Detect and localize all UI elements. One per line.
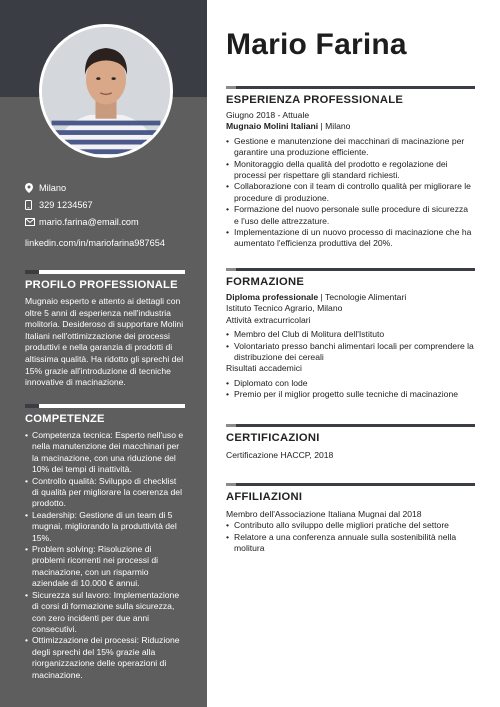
skills-list — [25, 430, 185, 681]
location-pin-icon — [25, 183, 39, 193]
skill-item: • Sicurezza sul lavoro: Implementazione di corsi di formazione sulla sicurezza, con zero incidenti per due anni consecutivi. — [25, 590, 185, 636]
contact-phone — [25, 196, 197, 213]
experience-item: • Monitoraggio della qualità del prodotto e regolazione dei processi per rispettare gli standard richiesti. — [226, 159, 475, 182]
certifications-title: CERTIFICAZIONI — [226, 432, 320, 444]
certifications-divider — [226, 424, 475, 427]
education-school: Istituto Tecnico Agrario, Milano — [226, 303, 343, 314]
phone-icon — [25, 200, 39, 210]
skills-title: COMPETENZE — [25, 413, 105, 425]
profile-text: Mugnaio esperto e attento ai dettagli con oltre 5 anni di esperienza nell'industria molitoria. Desideroso di supportare Molini Italiani nell'ottimizzazione dei processi produttivi e nella garanzia di prodotti di altissima qualità. Ha ridotto gli sprechi del 15% grazie all'introduzione di tecniche innovative di macinazione. — [25, 296, 184, 388]
profile-section — [25, 270, 185, 389]
contact-city — [25, 179, 197, 196]
affiliations-list — [226, 520, 475, 554]
contact-email — [25, 213, 197, 230]
skill-item: • Leadership: Gestione di un team di 5 mugnai, migliorando la produttività del 15%. — [25, 510, 185, 544]
education-activities-label: Attività extracurricolari — [226, 314, 311, 325]
skill-item: • Problem solving: Risoluzione di problemi ricorrenti nei processi di macinazione, con un risparmio aziendale di 10.000 € annui. — [25, 544, 185, 590]
skill-item: • Controllo qualità: Sviluppo di checklist di qualità per migliorare la coerenza del prodotto. — [25, 476, 185, 510]
contact-info — [25, 179, 197, 251]
certifications-section — [226, 424, 475, 461]
contact-linkedin — [25, 234, 197, 251]
affiliations-text: Membro dell'Associazione Italiana Mugnai dal 2018 — [226, 509, 422, 519]
education-field: | Tecnologie Alimentari — [318, 292, 407, 302]
experience-location: | Milano — [318, 121, 351, 132]
affiliation-item: • Contributo allo sviluppo delle migliori pratiche del settore — [226, 520, 475, 531]
result-item: • Diplomato con lode — [226, 378, 475, 389]
affiliations-section — [226, 483, 475, 555]
experience-dates: Giugno 2018 - Attuale — [226, 110, 310, 120]
experience-title: ESPERIENZA PROFESSIONALE — [226, 94, 404, 106]
education-degree: Diploma professionale — [226, 292, 319, 302]
profile-title: PROFILO PROFESSIONALE — [25, 279, 178, 291]
phone-text[interactable]: 329 1234567 — [39, 199, 93, 210]
experience-item: • Collaborazione con il team di controllo qualità per migliorare le procedure di produzione. — [226, 181, 475, 204]
skills-section — [25, 404, 185, 681]
education-results-label: Risultati accademici — [226, 363, 302, 374]
sidebar — [0, 0, 207, 707]
skill-item: • Competenza tecnica: Esperto nell'uso e nella manutenzione dei macchinari per la macinazione, con una riduzione del 10% dei tempi di inattività. — [25, 430, 185, 476]
email-icon — [25, 218, 39, 226]
experience-section — [226, 86, 475, 250]
education-section — [226, 268, 475, 401]
skills-divider — [25, 404, 185, 408]
profile-photo — [39, 24, 173, 158]
education-title: FORMAZIONE — [226, 276, 305, 288]
education-degree-line — [226, 292, 475, 303]
linkedin-text[interactable]: linkedin.com/in/mariofarina987654 — [25, 237, 165, 248]
certifications-text: Certificazione HACCP, 2018 — [226, 450, 334, 460]
experience-item: • Implementazione di un nuovo processo di macinazione che ha aumentato l'efficienza produttiva del 20%. — [226, 227, 475, 250]
education-results-list — [226, 378, 475, 401]
experience-item: • Formazione del nuovo personale sulle procedure di sicurezza e l'uso delle attrezzature. — [226, 204, 475, 227]
experience-company: Mugnaio Molini Italiani — [226, 121, 319, 132]
education-activities-list — [226, 329, 475, 363]
profile-divider — [25, 270, 185, 274]
result-item: • Premio per il miglior progetto sulle tecniche di macinazione — [226, 389, 475, 400]
affiliation-item: • Relatore a una conferenza annuale sulla sostenibilità nella molitura — [226, 532, 475, 555]
affiliations-title: AFFILIAZIONI — [226, 491, 303, 503]
person-portrait-icon — [42, 27, 170, 155]
experience-item: • Gestione e manutenzione dei macchinari di macinazione per garantire una produzione efficiente. — [226, 136, 475, 159]
candidate-name: Mario Farina — [226, 28, 407, 61]
skill-item: • Ottimizzazione dei processi: Riduzione degli sprechi del 15% grazie alla riorganizzazione delle operazioni di macinazione. — [25, 635, 185, 681]
experience-employer — [226, 121, 475, 132]
education-divider — [226, 268, 475, 271]
email-text[interactable]: mario.farina@email.com — [39, 216, 139, 227]
activity-item: • Volontariato presso banchi alimentari locali per comprendere la distribuzione dei cereali — [226, 341, 475, 364]
affiliations-divider — [226, 483, 475, 486]
activity-item: • Membro del Club di Molitura dell'Istituto — [226, 329, 475, 340]
experience-divider — [226, 86, 475, 89]
city-text: Milano — [39, 182, 67, 193]
experience-list — [226, 136, 475, 250]
